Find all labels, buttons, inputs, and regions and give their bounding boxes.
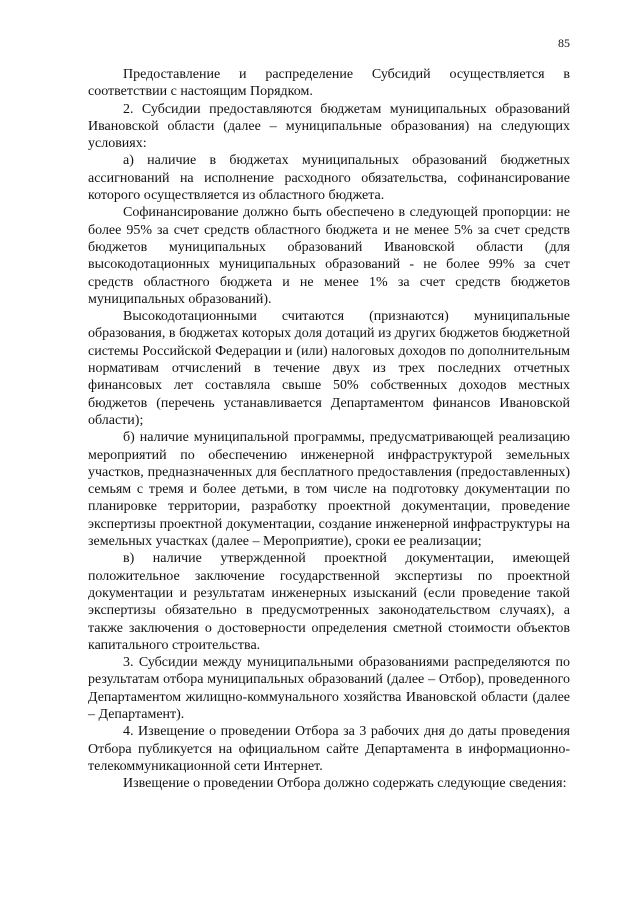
paragraph: 4. Извещение о проведении Отбора за 3 рабочих дня до даты проведения Отбора публикуется на официальном сайте Департамента в информационно-телекоммуникационной сети Интернет. <box>88 724 570 774</box>
paragraph: 2. Субсидии предоставляются бюджетам муниципальных образований Ивановской области (далее – муниципальные образования) на следующих условиях: <box>88 101 570 152</box>
page-number: 85 <box>558 36 570 50</box>
paragraph: а) наличие в бюджетах муниципальных образований бюджетных ассигнований на исполнение расходного обязательства, софинансирование которого осуществляется из областного бюджета. <box>88 153 570 204</box>
paragraph: в) наличие утвержденной проектной документации, имеющей положительное заключение государственной экспертизы по проектной документации и результатам инженерных изысканий (если проведение такой экспертизы обязательно в предусмотренных законодательством случаях), а также заключения о достоверности определения сметной стоимости объектов капитального строительства. <box>88 551 570 653</box>
paragraph: Высокодотационными считаются (признаются) муниципальные образования, в бюджетах которых доля дотаций из других бюджетов бюджетной системы Российской Федерации и (или) налоговых доходов по дополнительным нормативам отчислений в течение двух из трех последних отчетных финансовых лет составляла свыше 50% собственных доходов местных бюджетов (перечень устанавливается Департаментом финансов Ивановской области); <box>88 309 570 428</box>
paragraph: Софинансирование должно быть обеспечено в следующей пропорции: не более 95% за счет средств областного бюджета и не менее 5% за счет средств бюджетов муниципальных образований Ивановской области (для высокодотационных муниципальных образований - не более 99% за счет средств областного бюджета и не менее 1% за счет средств бюджетов муниципальных образований). <box>88 205 570 307</box>
paragraph: 3. Субсидии между муниципальными образованиями распределяются по результатам отбора муниципальных образований (далее – Отбор), проведенного Департаментом жилищно-коммунального хозяйства Ивановской области (далее – Департамент). <box>88 655 570 722</box>
paragraph: б) наличие муниципальной программы, предусматривающей реализацию мероприятий по обеспечению инженерной инфраструктурой земельных участков, предназначенных для бесплатного предоставления (предоставленных) семьям с тремя и более детьми, в том числе на подготовку документации по планировке территории, разработку проектной документации, проведение экспертизы проектной документации, создание инженерной инфраструктуры на земельных участках (далее – Мероприятие), сроки ее реализации; <box>88 430 570 550</box>
paragraph: Предоставление и распределение Субсидий осуществляется в соответствии с настоящим Порядком. <box>88 67 570 100</box>
document-body <box>88 66 570 792</box>
paragraph: Извещение о проведении Отбора должно содержать следующие сведения: <box>123 776 567 792</box>
